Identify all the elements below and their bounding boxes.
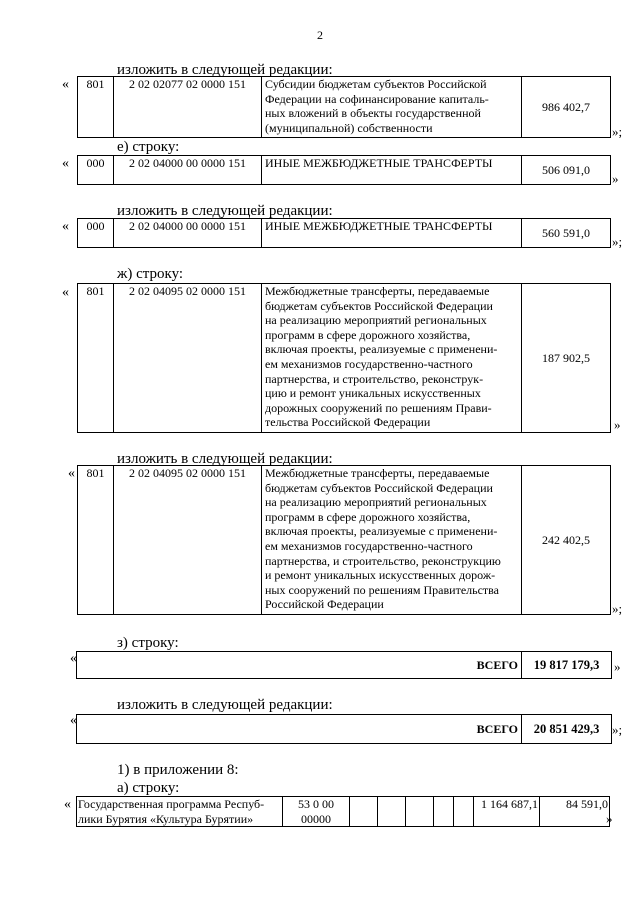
heading-appendix-8: 1) в приложении 8: bbox=[117, 762, 239, 778]
quote-open: « bbox=[64, 797, 71, 812]
quote-close: » bbox=[614, 659, 621, 674]
heading-stroke-zh: ж) строку: bbox=[117, 266, 184, 282]
heading-stroke-a: а) строку: bbox=[117, 780, 180, 796]
quote-open: « bbox=[68, 466, 75, 481]
row-description: Межбюджетные трансферты, передаваемые бюджетам субъектов Российской Федерации на реализацию мероприятий региональных программ в сфере дорожного хозяйства, включая проекты, реализуемые с применени- ем механизмов государственно-частного партнерства, и строительство, реконструк- цию и ремонт уникальных искусственных дорожных сооружений по решениям Прави- тельства Российской Федерации bbox=[262, 284, 522, 433]
row-description: Межбюджетные трансферты, передаваемые бюджетам субъектов Российской Федерации на реализацию мероприятий региональных программ в сфере дорожного хозяйства, включая проекты, реализуемые с применени- ем механизмов государственно-частного партнерства, и строительство, реконструкцию и ремонт уникальных искусственных дорож- ных сооружений по решениям Правительства Российской Федерации bbox=[262, 466, 522, 615]
row-kbk: 2 02 04000 00 0000 151 bbox=[114, 156, 262, 185]
quote-close: » bbox=[614, 417, 621, 432]
budget-row-road-transfers bbox=[77, 283, 611, 433]
row-sum: 187 902,5 bbox=[522, 284, 611, 433]
program-value-2: 84 591,0 bbox=[540, 797, 610, 827]
row-code: 801 bbox=[78, 284, 114, 433]
row-code: 801 bbox=[78, 466, 114, 615]
row-description: Субсидии бюджетам субъектов Российской Федерации на софинансирование капиталь- ных вложений в объекты государственной (муниципальной) собственности bbox=[262, 77, 522, 138]
total-label: ВСЕГО bbox=[77, 652, 522, 679]
heading-redaction-1: изложить в следующей редакции: bbox=[117, 62, 333, 78]
program-cell-empty bbox=[350, 797, 378, 827]
program-cell-empty bbox=[378, 797, 406, 827]
quote-open: « bbox=[70, 713, 77, 728]
program-value-1: 1 164 687,1 bbox=[474, 797, 540, 827]
program-row-culture bbox=[76, 796, 610, 827]
quote-open: « bbox=[70, 651, 77, 666]
program-cell-empty bbox=[406, 797, 434, 827]
row-code: 801 bbox=[78, 77, 114, 138]
row-sum: 560 591,0 bbox=[522, 219, 611, 248]
row-kbk: 2 02 02077 02 0000 151 bbox=[114, 77, 262, 138]
row-kbk: 2 02 04000 00 0000 151 bbox=[114, 219, 262, 248]
row-sum: 986 402,7 bbox=[522, 77, 611, 138]
heading-redaction-4: изложить в следующей редакции: bbox=[117, 697, 333, 713]
heading-redaction-3: изложить в следующей редакции: bbox=[117, 451, 333, 467]
program-cell-empty bbox=[454, 797, 474, 827]
quote-open: « bbox=[62, 156, 69, 171]
quote-close: » bbox=[612, 171, 619, 186]
total-row-old bbox=[76, 651, 612, 679]
row-description: ИНЫЕ МЕЖБЮДЖЕТНЫЕ ТРАНСФЕРТЫ bbox=[262, 219, 522, 248]
heading-stroke-z: з) строку: bbox=[117, 635, 179, 651]
row-sum: 242 402,5 bbox=[522, 466, 611, 615]
quote-close-semicolon: »; bbox=[612, 601, 623, 616]
quote-close-semicolon: »; bbox=[612, 124, 623, 139]
row-kbk: 2 02 04095 02 0000 151 bbox=[114, 466, 262, 615]
heading-redaction-2: изложить в следующей редакции: bbox=[117, 203, 333, 219]
budget-row-road-transfers-new bbox=[77, 465, 611, 615]
program-cell-empty bbox=[434, 797, 454, 827]
row-description: ИНЫЕ МЕЖБЮДЖЕТНЫЕ ТРАНСФЕРТЫ bbox=[262, 156, 522, 185]
total-value: 19 817 179,3 bbox=[522, 652, 612, 679]
total-value: 20 851 429,3 bbox=[522, 715, 612, 744]
quote-close-semicolon: »; bbox=[612, 722, 623, 737]
quote-open: « bbox=[62, 77, 69, 92]
quote-close-semicolon: »; bbox=[612, 234, 623, 249]
quote-open: « bbox=[62, 219, 69, 234]
heading-stroke-e: е) строку: bbox=[117, 139, 180, 155]
budget-row-other-transfers bbox=[77, 155, 611, 185]
quote-open: « bbox=[62, 285, 69, 300]
row-code: 000 bbox=[78, 156, 114, 185]
total-row-new bbox=[76, 714, 612, 744]
row-sum: 506 091,0 bbox=[522, 156, 611, 185]
quote-close: » bbox=[606, 811, 613, 826]
program-code: 53 0 00 00000 bbox=[283, 797, 350, 827]
row-kbk: 2 02 04095 02 0000 151 bbox=[114, 284, 262, 433]
row-code: 000 bbox=[78, 219, 114, 248]
budget-row-subsidies bbox=[77, 76, 611, 138]
total-label: ВСЕГО bbox=[77, 715, 522, 744]
program-name: Государственная программа Респуб- лики Бурятия «Культура Бурятии» bbox=[77, 797, 283, 827]
budget-row-other-transfers-new bbox=[77, 218, 611, 248]
page-number: 2 bbox=[317, 28, 323, 42]
